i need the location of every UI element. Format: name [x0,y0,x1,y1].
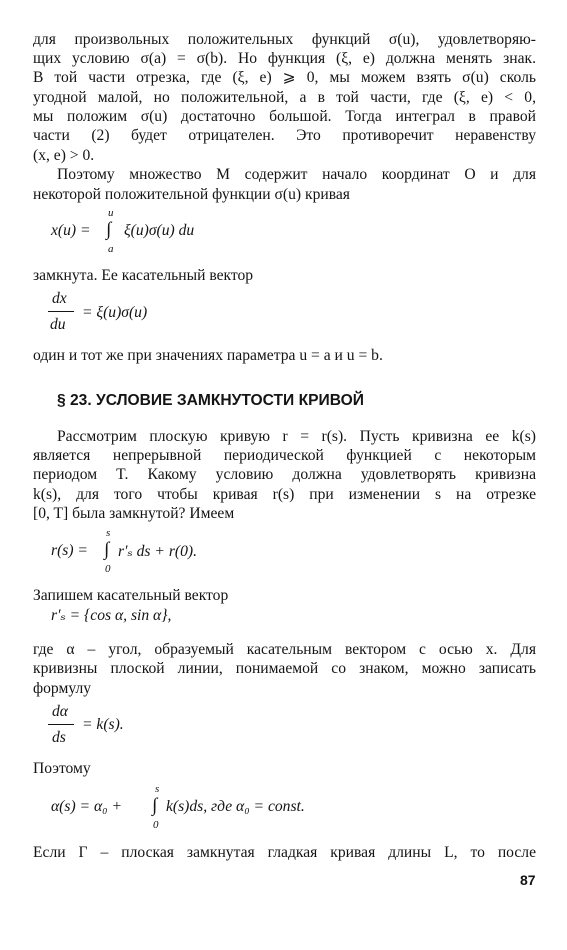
integral-lower-limit: 0 [105,563,111,575]
integral-lower-limit: a [108,243,114,255]
text-line: мы положим σ(u) достаточно большой. Тогда интеграл в правой [33,108,536,125]
integral-upper-limit: s [155,783,160,795]
eq-lhs: x(u) = [51,222,91,239]
eq-rhs: k(s)ds, где α₀ = const. [166,798,305,815]
fraction-numerator: dx [52,290,67,307]
text-line: формулу [33,680,92,697]
text-line: Если Γ – плоская замкнутая гладкая кривая длины L, то после [33,844,536,861]
fraction-denominator: du [50,316,66,333]
text-line: Поэтому [33,760,91,777]
fraction-numerator: dα [52,703,68,720]
integral-upper-limit: u [108,207,114,219]
integral-upper-limit: s [106,527,111,539]
equation-tangent-vector: r′ₛ = {cos α, sin α}, [51,607,172,624]
section-heading: § 23. УСЛОВИЕ ЗАМКНУТОСТИ КРИВОЙ [57,392,364,409]
text-line: [0, T] была замкнутой? Имеем [33,505,235,522]
text-line: является непрерывной периодической функцией с некоторым [33,447,536,464]
fraction-bar [48,311,74,312]
text-line: для произвольных положительных функций σ(u), удовлетворяю- [33,31,536,48]
integral-sign: ∫ [106,219,112,240]
fraction-denominator: ds [52,729,66,746]
text-line: некоторой положительной функции σ(u) кривая [33,186,350,203]
page-number: 87 [520,872,536,888]
text-line: (x, e) > 0. [33,147,95,164]
text-line: щих условию σ(a) = σ(b). Но функция (ξ, e) должна менять знак. [33,50,536,67]
text-line: где α – угол, образуемый касательным вектором с осью x. Для [33,641,536,658]
eq-rhs: = ξ(u)σ(u) [82,304,148,321]
text-line: Рассмотрим плоскую кривую r = r(s). Пусть кривизна ее k(s) [57,428,536,445]
eq-lhs: α(s) = α₀ + [51,798,122,815]
text-line: кривизны плоской линии, понимаемой со знаком, можно записать [33,660,536,677]
eq-rhs: = k(s). [82,716,124,733]
text-line: В той части отрезка, где (ξ, e) ⩾ 0, мы можем взять σ(u) сколь [33,69,536,86]
text-line: Поэтому множество M содержит начало координат O и для [57,166,536,183]
text-line: один и тот же при значениях параметра u = a и u = b. [33,347,383,364]
text-line: периодом T. Какому условию должна удовлетворять кривизна [33,466,536,483]
integral-sign: ∫ [152,795,158,816]
text-line: Запишем касательный вектор [33,587,229,604]
integral-sign: ∫ [104,539,110,560]
text-line: k(s), для того чтобы кривая r(s) при изменении s на отрезке [33,486,536,503]
text-line: части (2) будет отрицателен. Это противоречит неравенству [33,127,536,144]
eq-rhs: ξ(u)σ(u) du [124,222,195,239]
fraction-bar [48,724,74,725]
text-line: угодной малой, но положительной, а в той части, где (ξ, e) < 0, [33,89,536,106]
eq-rhs: r′ₛ ds + r(0). [118,543,197,560]
eq-lhs: r(s) = [51,542,88,559]
text-line: замкнута. Ее касательный вектор [33,267,254,284]
integral-lower-limit: 0 [153,819,159,831]
